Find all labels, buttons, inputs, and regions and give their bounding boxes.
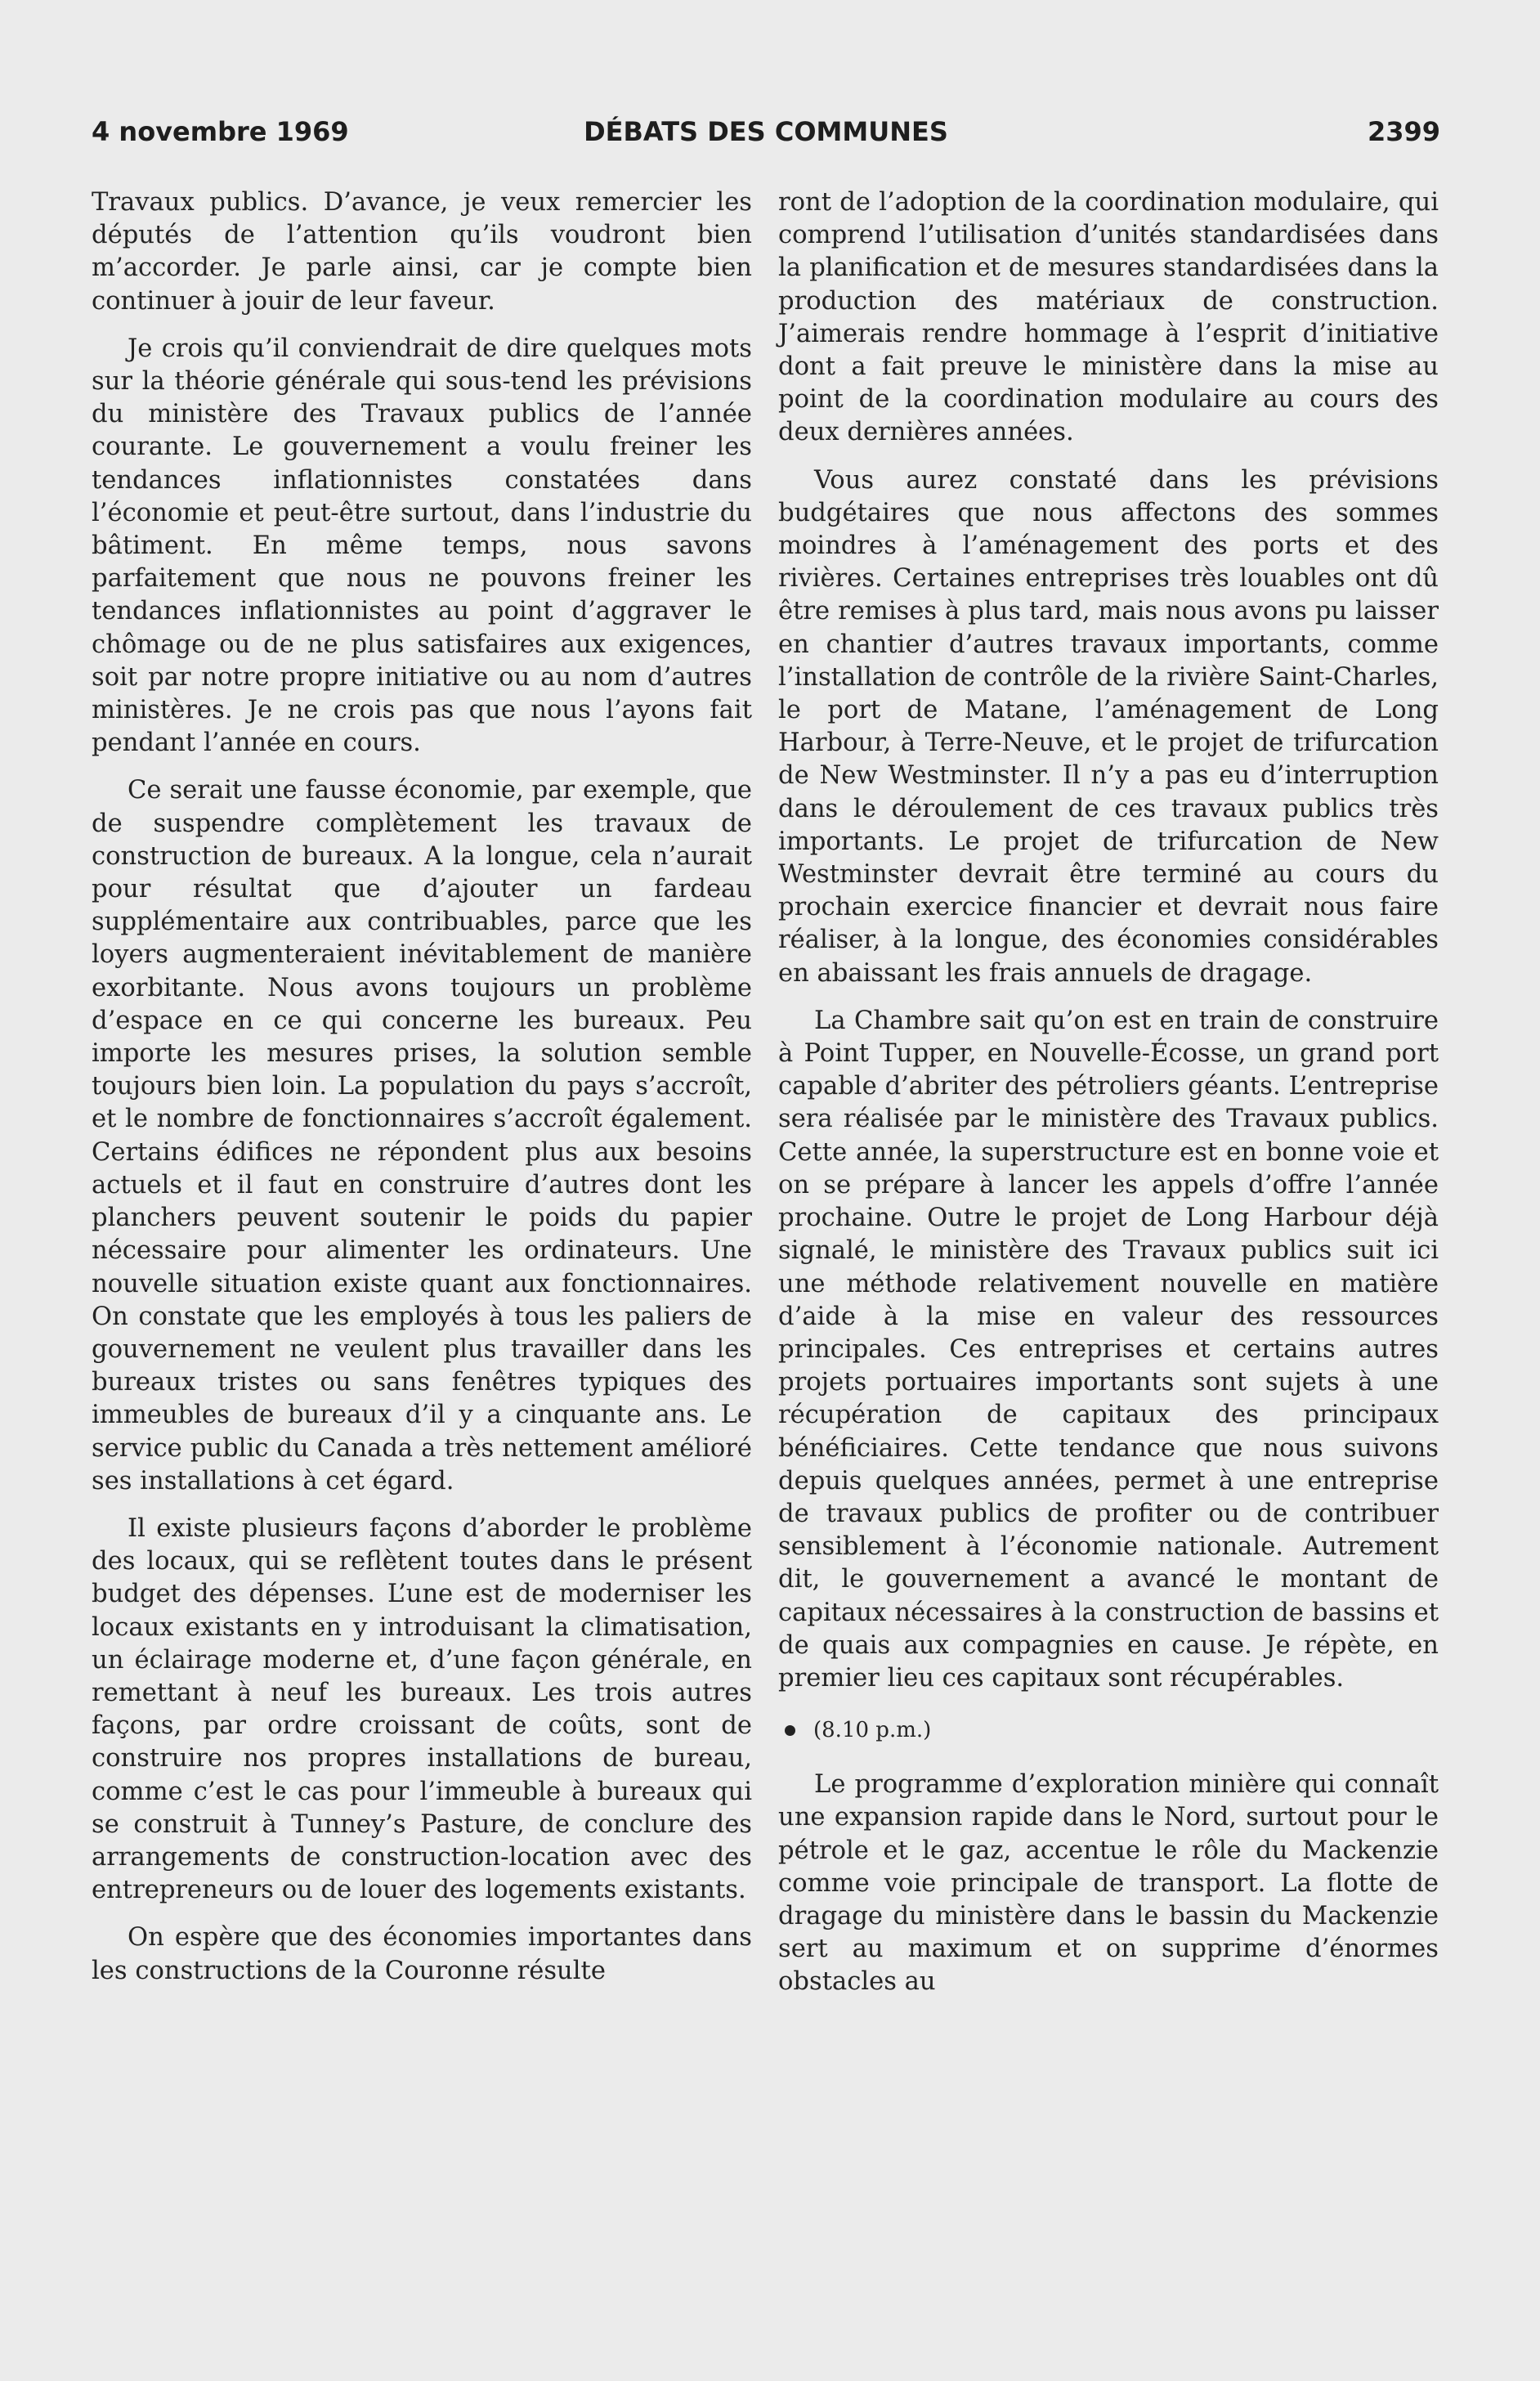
paragraph: On espère que des économies importantes dans les constructions de la Couronne résulte [92, 1923, 752, 1985]
page-header [92, 116, 1440, 159]
header-date: 4 novembre 1969 [92, 116, 349, 147]
time-stamp-text: (8.10 p.m.) [813, 1718, 932, 1743]
bullet-icon [785, 1725, 795, 1736]
paragraph: ront de l’adoption de la coordination modulaire, qui comprend l’utilisation d’unités standardisées dans la planification et de mesures standardisées dans la production des matériaux de construction. J’aimerais rendre hommage à l’esprit d’initiative dont a fait preuve le ministère dans la mise au point de la coordination modulaire au cours des deux dernières années. [778, 188, 1439, 447]
time-stamp [778, 1716, 1439, 1744]
left-column [92, 186, 752, 2002]
header-title: DÉBATS DES COMMUNES [584, 116, 948, 147]
right-column [778, 186, 1439, 2014]
paragraph: Vous aurez constaté dans les prévisions budgétaires que nous affectons des sommes moindres à l’aménagement des ports et des rivières. Certaines entreprises très louables ont dû être remises à plus tard, mais nous avons pu laisser en chantier d’autres travaux importants, comme l’installation de contrôle de la rivière Saint-Charles, le port de Matane, l’aménagement de Long Harbour, à Terre-Neuve, et le projet de trifurcation de New Westminster. Il n’y a pas eu d’interruption dans le déroulement de ces travaux publics très importants. Le projet de trifurcation de New Westminster devrait être terminé au cours du prochain exercice financier et devrait nous faire réaliser, à la longue, des économies considérables en abaissant les frais annuels de dragage. [778, 465, 1439, 988]
page-number: 2399 [1367, 116, 1440, 147]
paragraph: Je crois qu’il conviendrait de dire quelques mots sur la théorie générale qui sous-tend les prévisions du ministère des Travaux publics de l’année courante. Le gouvernement a voulu freiner les tendances inflationnistes constatées dans l’économie et peut-être surtout, dans l’industrie du bâtiment. En même temps, nous savons parfaitement que nous ne pouvons freiner les tendances inflationnistes au point d’aggraver le chômage ou de ne plus satisfaires aux exigences, soit par notre propre initiative ou au nom d’autres ministères. Je ne crois pas que nous l’ayons fait pendant l’année en cours. [92, 334, 752, 758]
paragraph: Ce serait une fausse économie, par exemple, que de suspendre complètement les travaux de construction de bureaux. A la longue, cela n’aurait pour résultat que d’ajouter un fardeau supplémentaire aux contribuables, parce que les loyers augmenteraient inévitablement de manière exorbitante. Nous avons toujours un problème d’espace en ce qui concerne les bureaux. Peu importe les mesures prises, la solution semble toujours bien loin. La population du pays s’accroît, et le nombre de fonctionnaires s’accroît également. Certains édifices ne répondent plus aux besoins actuels et il faut en construire d’autres dont les planchers peuvent soutenir le poids du papier nécessaire pour alimenter les ordinateurs. Une nouvelle situation existe quant aux fonctionnaires. On constate que les employés à tous les paliers de gouvernement ne veulent plus travailler dans les bureaux tristes ou sans fenêtres typiques des immeubles de bureaux d’il y a cinquante ans. Le service public du Canada a très nettement amélioré ses installations à cet égard. [92, 776, 752, 1495]
paragraph: La Chambre sait qu’on est en train de construire à Point Tupper, en Nouvelle-Écosse, un grand port capable d’abriter des pétroliers géants. L’entreprise sera réalisée par le ministère des Travaux publics. Cette année, la superstructure est en bonne voie et on se prépare à lancer les appels d’offre l’année prochaine. Outre le projet de Long Harbour déjà signalé, le ministère des Travaux publics suit ici une méthode relativement nouvelle en matière d’aide à la mise en valeur des ressources principales. Ces entreprises et certains autres projets portuaires importants sont sujets à une récupération de capitaux des principaux bénéficiaires. Cette tendance que nous suivons depuis quelques années, permet à une entreprise de travaux publics de profiter ou de contribuer sensiblement à l’économie nationale. Autrement dit, le gouvernement a avancé le montant de capitaux nécessaires à la construction de bassins et de quais aux compagnies en cause. Je répète, en premier lieu ces capitaux sont récupérables. [778, 1006, 1439, 1693]
paragraph: Il existe plusieurs façons d’aborder le problème des locaux, qui se reflètent toutes dans le présent budget des dépenses. L’une est de moderniser les locaux existants en y introduisant la climatisation, un éclairage moderne et, d’une façon générale, en remettant à neuf les bureaux. Les trois autres façons, par ordre croissant de coûts, sont de construire nos propres installations de bureau, comme c’est le cas pour l’immeuble à bureaux qui se construit à Tunney’s Pasture, de conclure des arrangements de construction-location avec des entrepreneurs ou de louer des logements existants. [92, 1513, 752, 1905]
paragraph: Le programme d’exploration minière qui connaît une expansion rapide dans le Nord, surtout pour le pétrole et le gaz, accentue le rôle du Mackenzie comme voie principale de transport. La flotte de dragage du ministère dans le bassin du Mackenzie sert au maximum et on supprime d’énormes obstacles au [778, 1770, 1439, 1997]
paragraph: Travaux publics. D’avance, je veux remercier les députés de l’attention qu’ils voudront bien m’accorder. Je parle ainsi, car je compte bien continuer à jouir de leur faveur. [92, 188, 752, 316]
